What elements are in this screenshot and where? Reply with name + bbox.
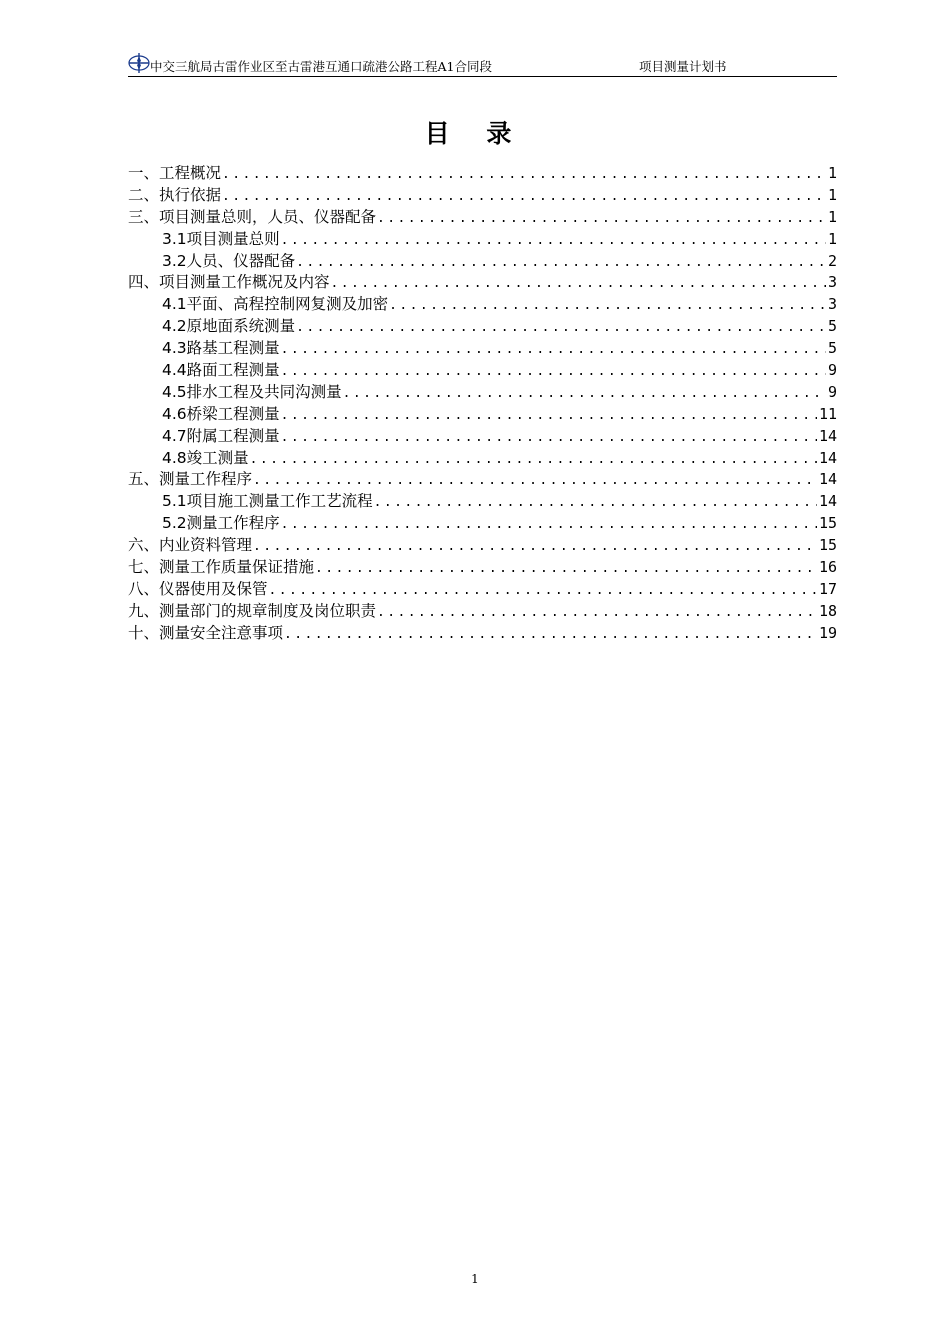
- toc-entry[interactable]: [128, 579, 837, 601]
- toc-entry[interactable]: [128, 229, 837, 251]
- toc-entry-label: 4.7附属工程测量: [162, 426, 280, 445]
- toc-entry[interactable]: [128, 623, 837, 645]
- toc-dot-leader: [281, 339, 826, 361]
- toc-entry-label: 3.2人员、仪器配备: [162, 251, 296, 270]
- toc-entry[interactable]: [128, 185, 837, 207]
- toc-entry-label: 4.4路面工程测量: [162, 361, 280, 380]
- toc-entry-label: 五、测量工作程序: [128, 470, 253, 489]
- toc-entry[interactable]: [128, 557, 837, 579]
- table-of-contents: [128, 163, 837, 645]
- toc-entry-page: 1: [827, 185, 837, 204]
- toc-dot-leader: [374, 492, 817, 514]
- toc-entry-page: 15: [818, 536, 837, 555]
- toc-dot-leader: [281, 427, 817, 449]
- toc-dot-leader: [377, 208, 826, 230]
- toc-entry-label: 4.5排水工程及共同沟测量: [162, 382, 342, 401]
- toc-dot-leader: [281, 361, 826, 383]
- toc-entry-label: 4.6桥梁工程测量: [162, 404, 280, 423]
- toc-entry-page: 5: [827, 317, 837, 336]
- header-project-name: 中交三航局古雷作业区至古雷港互通口疏港公路工程A1合同段: [150, 59, 492, 74]
- toc-entry[interactable]: [128, 491, 837, 513]
- toc-entry[interactable]: [128, 448, 837, 470]
- toc-entry-label: 4.1平面、高程控制网复测及加密: [162, 295, 389, 314]
- toc-entry-page: 1: [827, 164, 837, 182]
- toc-entry[interactable]: [128, 535, 837, 557]
- toc-dot-leader: [222, 164, 826, 186]
- toc-entry[interactable]: [128, 513, 837, 535]
- toc-entry-page: 2: [827, 251, 837, 270]
- toc-entry-page: 11: [818, 404, 837, 423]
- toc-entry-page: 3: [827, 273, 837, 292]
- toc-entry-page: 19: [818, 623, 837, 642]
- toc-dot-leader: [281, 405, 817, 427]
- toc-entry[interactable]: [128, 272, 837, 294]
- toc-dot-leader: [389, 295, 826, 317]
- toc-dot-leader: [222, 186, 826, 208]
- toc-dot-leader: [315, 558, 817, 580]
- toc-entry-page: 1: [827, 229, 837, 248]
- toc-entry-page: 15: [818, 514, 837, 533]
- toc-entry-page: 14: [818, 470, 837, 489]
- toc-entry[interactable]: [128, 382, 837, 404]
- toc-entry-page: 1: [827, 207, 837, 226]
- toc-entry-label: 4.8竣工测量: [162, 448, 249, 467]
- toc-entry[interactable]: [128, 601, 837, 623]
- toc-dot-leader: [343, 383, 826, 405]
- toc-dot-leader: [250, 449, 817, 471]
- company-logo-icon: [128, 52, 150, 74]
- toc-dot-leader: [253, 470, 817, 492]
- header-document-type: 项目测量计划书: [639, 59, 727, 74]
- toc-entry[interactable]: [128, 404, 837, 426]
- toc-dot-leader: [296, 252, 826, 274]
- toc-entry-label: 七、测量工作质量保证措施: [128, 558, 315, 577]
- toc-entry[interactable]: [128, 360, 837, 382]
- toc-entry[interactable]: [128, 294, 837, 316]
- toc-dot-leader: [377, 602, 817, 624]
- toc-entry-page: 9: [827, 382, 837, 401]
- toc-entry-page: 17: [818, 579, 837, 598]
- toc-entry-page: 14: [818, 448, 837, 467]
- toc-dot-leader: [284, 624, 817, 646]
- toc-dot-leader: [296, 317, 826, 339]
- page-title: 目 录: [424, 119, 526, 148]
- toc-entry[interactable]: [128, 251, 837, 273]
- toc-entry-page: 14: [818, 426, 837, 445]
- toc-entry-label: 一、工程概况: [128, 164, 222, 182]
- toc-entry-label: 5.2测量工作程序: [162, 514, 280, 533]
- toc-entry-label: 二、执行依据: [128, 185, 222, 204]
- toc-entry-page: 16: [818, 558, 837, 577]
- toc-entry-label: 四、项目测量工作概况及内容: [128, 273, 330, 292]
- toc-entry-label: 5.1项目施工测量工作工艺流程: [162, 492, 373, 511]
- toc-entry-label: 六、内业资料管理: [128, 536, 253, 555]
- toc-entry-label: 八、仪器使用及保管: [128, 579, 268, 598]
- toc-dot-leader: [253, 536, 817, 558]
- toc-entry[interactable]: [128, 316, 837, 338]
- toc-entry-label: 4.3路基工程测量: [162, 339, 280, 358]
- toc-entry-page: 14: [818, 492, 837, 511]
- toc-entry-page: 5: [827, 339, 837, 358]
- toc-entry[interactable]: [128, 163, 837, 185]
- page-header: [128, 54, 837, 77]
- toc-entry-label: 十、测量安全注意事项: [128, 623, 284, 642]
- toc-entry-page: 3: [827, 295, 837, 314]
- toc-dot-leader: [269, 580, 817, 602]
- toc-entry-page: 18: [818, 601, 837, 620]
- toc-dot-leader: [281, 230, 826, 252]
- toc-entry-page: 9: [827, 361, 837, 380]
- toc-entry-label: 三、项目测量总则，人员、仪器配备: [128, 207, 377, 226]
- toc-entry[interactable]: [128, 207, 837, 229]
- toc-entry[interactable]: [128, 469, 837, 491]
- toc-entry-label: 3.1项目测量总则: [162, 229, 280, 248]
- toc-dot-leader: [331, 273, 826, 295]
- toc-entry[interactable]: [128, 426, 837, 448]
- toc-dot-leader: [281, 514, 817, 536]
- toc-entry[interactable]: [128, 338, 837, 360]
- page-number: 1: [471, 1272, 479, 1286]
- toc-entry-label: 4.2原地面系统测量: [162, 317, 296, 336]
- toc-entry-label: 九、测量部门的规章制度及岗位职责: [128, 601, 377, 620]
